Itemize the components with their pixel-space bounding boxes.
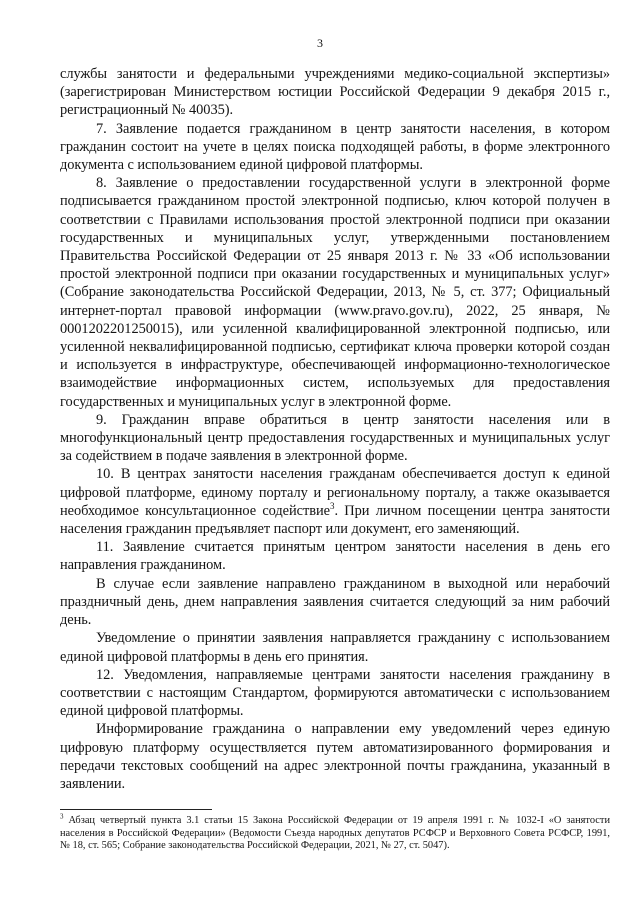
page-number: 3	[317, 36, 323, 50]
footnote-divider	[60, 809, 212, 810]
paragraph-10-text: 10. В центрах занятости населения гражданам обеспечивается доступ к единой цифровой платформе, единому порталу и региональному порталу, а также оказывается необходимое консультационное содействие	[60, 466, 610, 519]
paragraph-10-text-continued: . При личном посещении центра занятости населения гражданин предъявляет паспорт или документ, его заменяющий.	[60, 502, 610, 538]
document-body	[60, 65, 610, 793]
footnote-reference: 3	[329, 501, 335, 512]
footnote	[60, 812, 610, 853]
paragraph-11-notification: Уведомление о принятии заявления направляется гражданину с использованием единой цифровой платформы в день его принятия.	[60, 630, 610, 665]
footnote-text: Абзац четвертый пункта 3.1 статьи 15 Закона Российской Федерации от 19 апреля 1991 г. № 1032-I «О занятости населения в Российской Федерации» (Ведомости Съезда народных депутатов РСФСР и Верховного Совета РСФСР, 1991, № 18, ст. 565; Собрание законодательства Российской Федерации, 2021, № 27, ст. 5047).	[60, 815, 610, 852]
paragraph-11-weekend: В случае если заявление направлено гражданином в выходной или нерабочий праздничный день, днем направления заявления считается следующий за ним рабочий день.	[60, 575, 610, 629]
paragraph-12: 12. Уведомления, направляемые центрами занятости населения гражданину в соответствии с настоящим Стандартом, формируются автоматически с использованием единой цифровой платформы.	[60, 666, 610, 720]
paragraph-11: 11. Заявление считается принятым центром занятости населения в день его направления гражданином.	[60, 539, 610, 574]
paragraph-12-informing: Информирование гражданина о направлении ему уведомлений через единую цифровую платформу осуществляется путем автоматизированного формирования и передачи текстовых сообщений на адрес электронной почты гражданина, указанный в заявлении.	[60, 721, 610, 792]
paragraph-9: 9. Гражданин вправе обратиться в центр занятости населения или в многофункциональный центр предоставления государственных и муниципальных услуг за содействием в подаче заявления в электронной форме.	[60, 411, 610, 465]
paragraph-7: 7. Заявление подается гражданином в центр занятости населения, в котором гражданин состоит на учете в целях поиска подходящей работы, в форме электронного документа с использованием единой цифровой платформы.	[60, 120, 610, 174]
paragraph-continuation: службы занятости и федеральными учреждениями медико-социальной экспертизы» (зарегистрирован Министерством юстиции Российской Федерации 9 декабря 2015 г., регистрационный № 40035).	[60, 66, 610, 119]
paragraph-10	[60, 465, 610, 538]
paragraph-8: 8. Заявление о предоставлении государственной услуги в электронной форме подписывается гражданином простой электронной подписью, ключ которой получен в соответствии с Правилами использования простой электронной подписи при оказании государственных и муниципальных услуг, утвержденными постановлением Правительства Российской Федерации от 25 января 2013 г. № 33 «Об использовании простой электронной подписи при оказании государственных и муниципальных услуг» (Собрание законодательства Российской Федерации, 2013, № 5, ст. 377; Официальный интернет-портал правовой информации (www.pravo.gov.ru), 2022, 25 января, № 0001202201250015), или усиленной квалифицированной электронной подписью, или усиленной неквалифицированной подписью, сертификат ключа проверки которой создан и используется в инфраструктуре, обеспечивающей информационно-технологическое взаимодействие информационных систем, используемых для предоставления государственных и муниципальных услуг в электронной форме.	[60, 175, 610, 410]
footnote-marker: 3	[60, 812, 64, 821]
